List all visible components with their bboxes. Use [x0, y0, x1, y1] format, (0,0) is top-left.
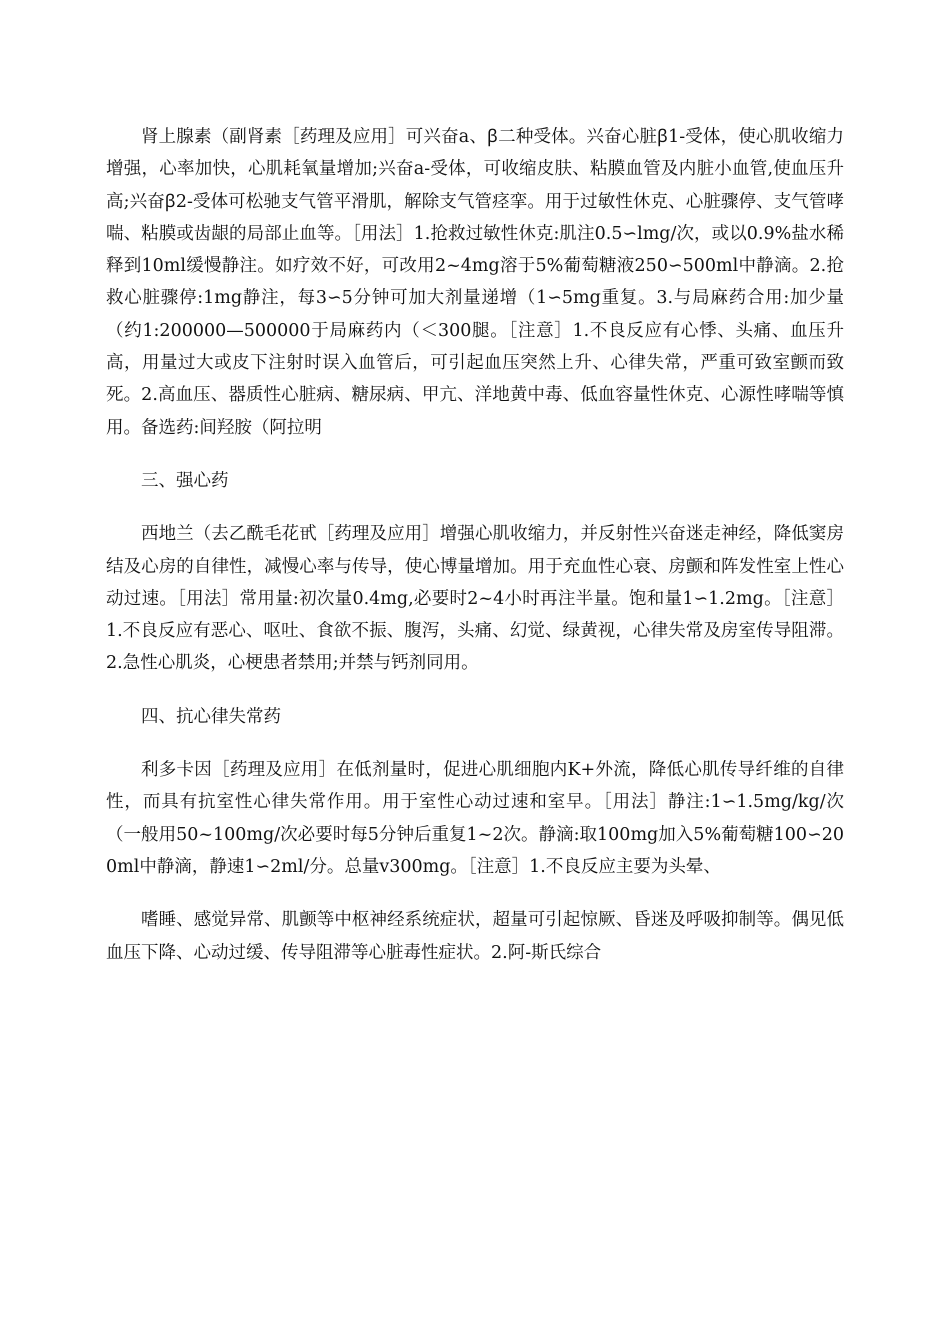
paragraph-lidocaine-continued: 嗜睡、感觉异常、肌颤等中枢神经系统症状，超量可引起惊厥、昏迷及呼吸抑制等。偶见低血压下降、心动过缓、传导阻滞等心脏毒性症状。2.阿-斯氏综合 — [106, 910, 844, 963]
document-page — [106, 121, 844, 969]
section-heading-antiarrhythmics: 四、抗心律失常药 — [141, 706, 281, 727]
section-heading-cardiotonics: 三、强心药 — [141, 470, 229, 491]
paragraph-lidocaine: 利多卡因［药理及应用］在低剂量时，促进心肌细胞内K+外流，降低心肌传导纤维的自律性，而具有抗室性心律失常作用。用于室性心动过速和室早。［用法］静注:1∽1.5mg/kg/次（一般用50~100mg/次必要时每5分钟后重复1~2次。静滴:取100mg加入5%葡萄糖100∽200ml中静滴，静速1∽2ml/分。总量v300mg。［注意］1.不良反应主要为头晕、 — [106, 760, 844, 877]
paragraph-epinephrine: 肾上腺素（副肾素［药理及应用］可兴奋a、ꞵ二种受体。兴奋心脏ꞵ1-受体，使心肌收缩力增强，心率加快，心肌耗氧量增加;兴奋a-受体，可收缩皮肤、粘膜血管及内脏小血管,使血压升高;兴奋ꞵ2-受体可松驰支气管平滑肌，解除支气管痉挛。用于过敏性休克、心脏骤停、支气管哮喘、粘膜或齿龈的局部止血等。［用法］1.抢救过敏性休克:肌注0.5∽lmg/次，或以0.9%盐水稀释到10ml缓慢静注。如疗效不好，可改用2~4mg溶于5%葡萄糖液250∽500ml中静滴。2.抢救心脏骤停:1mg静注，每3∽5分钟可加大剂量递增（1∽5mg重复。3.与局麻药合用:加少量（约1:200000—500000于局麻药内（＜300腿。［注意］1.不良反应有心悸、头痛、血压升高，用量过大或皮下注射时误入血管后，可引起血压突然上升、心律失常，严重可致室颤而致死。2.高血压、器质性心脏病、糖尿病、甲亢、洋地黄中毒、低血容量性休克、心源性哮喘等慎用。备选药:间羟胺（阿拉明 — [106, 127, 844, 438]
paragraph-deslanoside: 西地兰（去乙酰毛花甙［药理及应用］增强心肌收缩力，并反射性兴奋迷走神经，降低窦房结及心房的自律性，减慢心率与传导，使心博量增加。用于充血性心衰、房颤和阵发性室上性心动过速。［用法］常用量:初次量0.4mg,必要时2~4小时再注半量。饱和量1∽1.2mg。［注意］1.不良反应有恶心、呕吐、食欲不振、腹泻，头痛、幻觉、绿黄视，心律失常及房室传导阻滞。2.急性心肌炎，心梗患者禁用;并禁与钙剂同用。 — [106, 524, 844, 674]
